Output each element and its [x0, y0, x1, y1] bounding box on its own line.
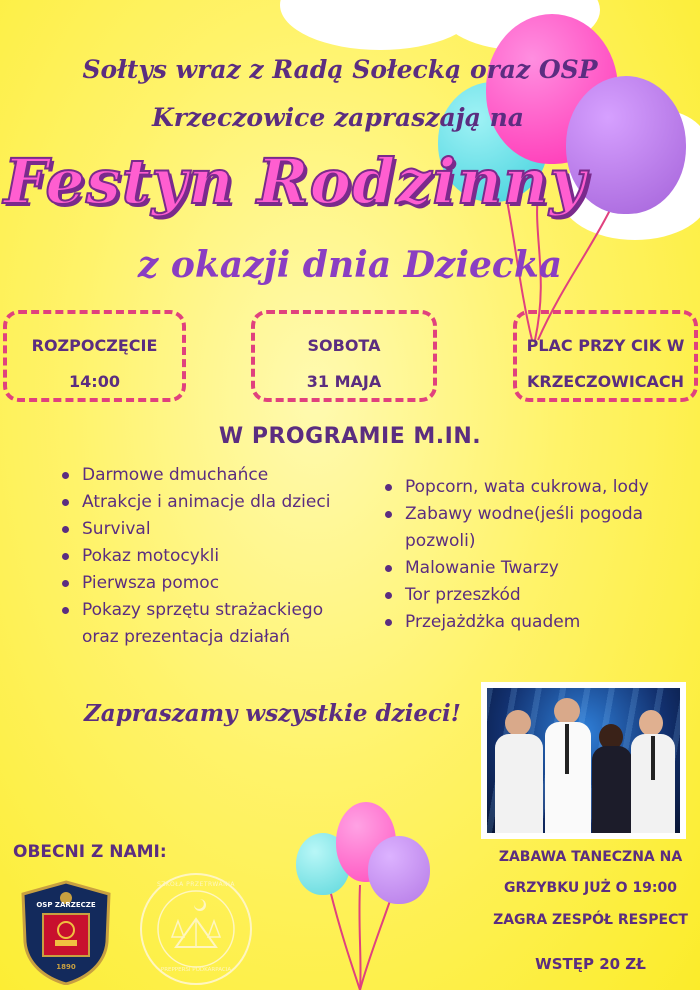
survival-school-logo [140, 873, 252, 985]
invite-text: Zapraszamy wszystkie dzieci! [84, 700, 461, 727]
program-list-left [62, 462, 362, 651]
list-item: Pierwsza pomoc [62, 570, 362, 597]
list-item: Zabawy wodne(jeśli pogoda pozwoli) [385, 501, 685, 555]
list-item: Pokaz motocykli [62, 543, 362, 570]
school-name-bottom: PREPPERSI PODKARPACIA [160, 967, 232, 973]
entry-fee: WSTĘP 20 ZŁ [535, 955, 646, 973]
program-title: W PROGRAMIE M.IN. [218, 424, 482, 449]
header-line-1: Sołtys wraz z Radą Sołecką oraz OSP [82, 55, 598, 84]
location-line-2: KRZECZOWICACH [526, 372, 685, 391]
start-time-box [3, 310, 186, 402]
list-item: Przejażdżka quadem [385, 609, 685, 636]
band-photo [481, 682, 686, 839]
date-value: 31 MAJA [306, 372, 382, 391]
dance-event-line: ZABAWA TANECZNA NA [498, 849, 683, 865]
location-line-1: PLAC PRZY CIK W [526, 336, 685, 355]
event-title: Festyn Rodzinny [3, 145, 587, 218]
start-time: 14:00 [69, 372, 120, 391]
event-subtitle: z okazji dnia Dziecka [137, 244, 563, 286]
band-photo-image [487, 688, 680, 833]
list-item: Atrakcje i animacje dla dzieci [62, 489, 362, 516]
sponsors-title: OBECNI Z NAMI: [13, 842, 167, 862]
header-line-2: Krzeczowice zapraszają na [152, 103, 524, 132]
program-list-right [385, 474, 685, 636]
location-box [513, 310, 698, 402]
list-item: Malowanie Twarzy [385, 555, 685, 582]
band-line: ZAGRA ZESPÓŁ RESPECT [493, 912, 688, 928]
dance-time-line: GRZYBKU JUŻ O 19:00 [503, 880, 678, 896]
list-item: Survival [62, 516, 362, 543]
day-label: SOBOTA [307, 336, 381, 355]
list-item: Tor przeszkód [385, 582, 685, 609]
osp-logo [21, 880, 111, 985]
balloon-purple [368, 836, 430, 904]
list-item: Pokazy sprzętu strażackiego oraz prezentacja działań [62, 597, 362, 651]
list-item: Popcorn, wata cukrowa, lody [385, 474, 685, 501]
start-label: ROZPOCZĘCIE [31, 336, 158, 355]
osp-name: OSP ZARZECZE [36, 901, 96, 909]
date-box [251, 310, 437, 402]
osp-year: 1890 [56, 963, 76, 971]
school-name-top: SZKOŁA PRZETRWANIA [157, 881, 235, 888]
list-item: Darmowe dmuchańce [62, 462, 362, 489]
